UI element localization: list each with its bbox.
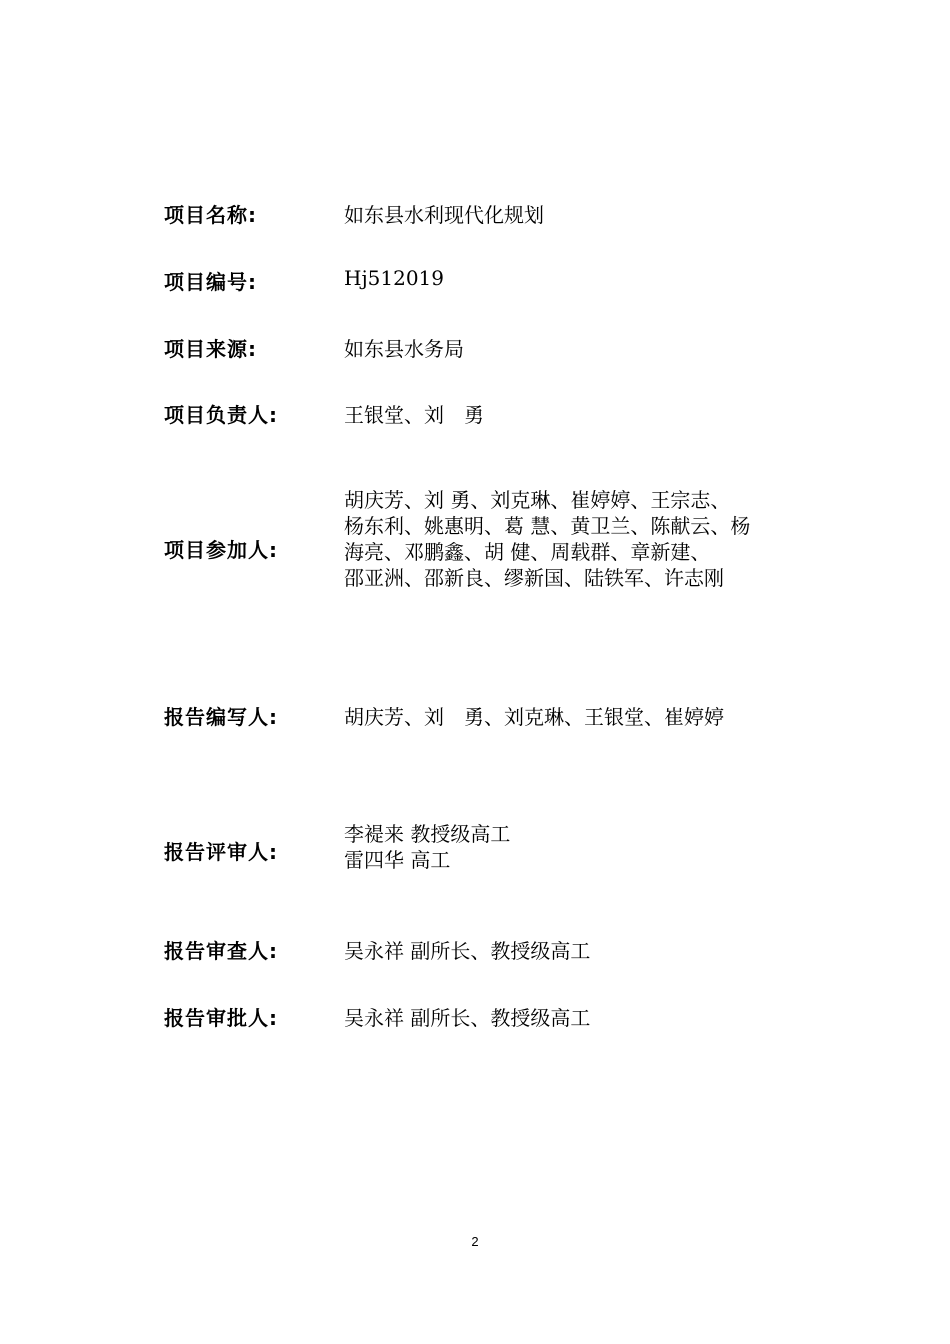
- report-checker-value: 吴永祥 副所长、教授级高工: [344, 939, 591, 963]
- report-reviewers-value: [344, 821, 794, 873]
- project-members-value: [344, 487, 794, 591]
- reviewer-line: 李褆来 教授级高工: [344, 822, 511, 846]
- members-line: 胡庆芳、刘 勇、刘克琳、崔婷婷、王宗志、: [344, 488, 731, 512]
- project-leader-value: 王银堂、刘 勇: [344, 403, 484, 427]
- project-name-label: 项目名称:: [164, 203, 257, 227]
- project-leader-label: 项目负责人:: [164, 403, 278, 427]
- page-number: 2: [471, 1234, 479, 1249]
- report-writers-label: 报告编写人:: [164, 705, 278, 729]
- reviewer-line: 雷四华 高工: [344, 848, 451, 872]
- project-members-label: 项目参加人:: [164, 538, 278, 562]
- report-approver-value: 吴永祥 副所长、教授级高工: [344, 1006, 591, 1030]
- members-line: 海亮、邓鹏鑫、胡 健、周载群、章新建、: [344, 540, 711, 564]
- report-approver-label: 报告审批人:: [164, 1006, 278, 1030]
- report-checker-label: 报告审查人:: [164, 939, 278, 963]
- project-number-label: 项目编号:: [164, 270, 257, 294]
- project-source-value: 如东县水务局: [344, 337, 464, 361]
- project-name-value: 如东县水利现代化规划: [344, 203, 544, 227]
- project-source-label: 项目来源:: [164, 337, 257, 361]
- members-line: 杨东利、姚惠明、葛 慧、黄卫兰、陈献云、杨: [344, 514, 751, 538]
- project-number-value: Hj512019: [344, 266, 444, 290]
- report-writers-value: 胡庆芳、刘 勇、刘克琳、王银堂、崔婷婷: [344, 705, 724, 729]
- report-reviewers-label: 报告评审人:: [164, 840, 278, 864]
- members-line: 邵亚洲、邵新良、缪新国、陆铁军、许志刚: [344, 566, 724, 590]
